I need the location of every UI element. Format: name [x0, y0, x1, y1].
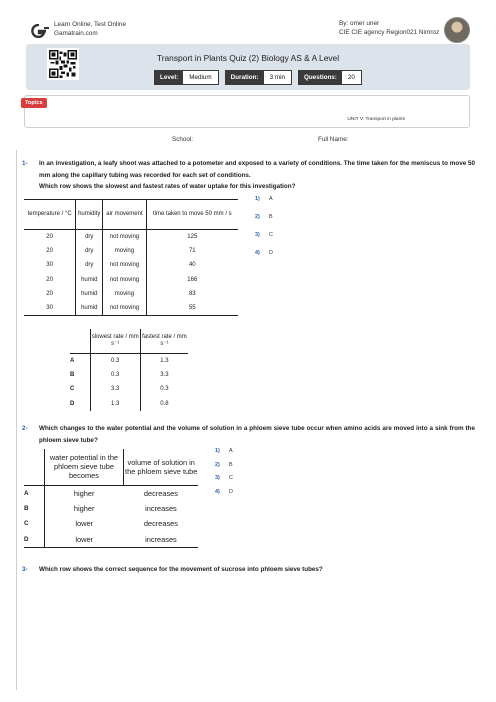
table-cell: humid	[76, 272, 103, 286]
table-row	[24, 258, 238, 272]
table-cell: higher	[44, 501, 124, 517]
table-cell: higher	[44, 485, 124, 501]
table-cell: 1.3	[90, 397, 140, 412]
table-cell: 3.3	[90, 382, 140, 397]
table-cell: dry	[76, 230, 103, 244]
duration-label: Duration:	[226, 71, 264, 84]
table-cell: 83	[146, 287, 238, 301]
table-cell: dry	[76, 244, 103, 258]
table-row	[24, 272, 238, 286]
table-cell: 55	[146, 301, 238, 315]
option-3[interactable]	[255, 232, 273, 250]
question-1-answer-table	[70, 329, 188, 411]
author-info	[339, 19, 439, 37]
table-cell: humid	[76, 287, 103, 301]
table-row	[24, 244, 238, 258]
table-row	[24, 301, 238, 315]
table-header: temperature / °C	[24, 200, 76, 230]
table-header	[24, 449, 44, 485]
table-cell: not moving	[103, 230, 146, 244]
option-label: C	[269, 232, 273, 238]
table-cell: moving	[103, 287, 146, 301]
option-label: D	[229, 488, 233, 495]
table-cell: 20	[46, 276, 53, 283]
table-cell: lower	[44, 532, 124, 548]
page-divider	[16, 150, 17, 690]
question-1-text: In an investigation, a leafy shoot was attached to a potometer and exposed to a variety of conditions. The time taken for the meniscus to move 50 mm along the capillary tubing was recorded for each set of conditions.	[39, 160, 475, 179]
table-cell: C	[70, 386, 75, 393]
option-4[interactable]	[215, 489, 233, 503]
option-3[interactable]	[215, 475, 233, 489]
topics-tag: Topics	[21, 98, 47, 108]
table-row	[70, 382, 188, 397]
table-row	[24, 516, 198, 532]
option-number: 4)	[255, 250, 260, 256]
table-cell: 71	[146, 244, 238, 258]
page-title: Transport in Plants Quiz (2) Biology AS & A Level	[156, 53, 340, 63]
option-2[interactable]	[255, 214, 273, 232]
table-cell: 1.3	[140, 353, 188, 368]
question-1	[39, 158, 475, 193]
question-1-prompt: Which row shows the slowest and fastest rates of water uptake for this investigation?	[39, 183, 296, 190]
table-cell: 125	[146, 230, 238, 244]
question-1-number: 1-	[22, 160, 28, 167]
table-row	[70, 368, 188, 383]
duration-badge	[225, 70, 292, 85]
brand-site[interactable]: Gamatrain.com	[54, 30, 98, 37]
table-cell: 0.3	[140, 382, 188, 397]
table-header-row	[24, 200, 238, 230]
option-number: 4)	[215, 488, 220, 495]
table-cell: increases	[145, 503, 177, 513]
level-label: Level:	[155, 71, 183, 84]
table-header: fastest rate / mm s⁻¹	[140, 329, 188, 353]
topics-box	[24, 95, 470, 128]
brand-tagline: Learn Online, Test Online	[54, 21, 126, 28]
question-2-text: Which changes to the water potential and the volume of solution in a phloem sieve tube occur when amino acids are moved into a sink from the phloem sieve tube?	[39, 425, 475, 444]
option-number: 1)	[215, 448, 220, 454]
option-number: 3)	[255, 232, 260, 238]
table-cell: lower	[44, 516, 124, 532]
level-badge	[154, 70, 219, 85]
table-cell: 166	[146, 272, 238, 286]
table-header	[70, 329, 90, 353]
table-cell: D	[24, 535, 29, 543]
questions-badge	[298, 70, 362, 85]
table-row	[70, 353, 188, 368]
unit-label: UNIT V: Transport in plants	[347, 117, 405, 122]
table-cell: C	[24, 520, 29, 528]
author-name: By: omer uner	[339, 20, 380, 27]
full-name-field: Full Name:	[318, 136, 349, 143]
option-label: C	[229, 475, 233, 481]
table-cell: not moving	[103, 272, 146, 286]
table-cell: 30	[46, 262, 53, 269]
school-field: School:	[172, 136, 194, 143]
gamatrain-logo-icon	[30, 24, 50, 38]
table-header: volume of solution in the phloem sieve tube	[124, 449, 198, 485]
table-header: slowest rate / mm s⁻¹	[90, 329, 140, 353]
table-header: humidity	[76, 200, 103, 230]
option-number: 2)	[215, 461, 220, 468]
table-cell: not moving	[103, 301, 146, 315]
table-row	[24, 532, 198, 548]
table-cell: dry	[76, 258, 103, 272]
option-number: 1)	[255, 196, 260, 202]
table-cell: 0.3	[90, 353, 140, 368]
duration-value: 3 min	[264, 71, 291, 84]
table-cell: moving	[103, 244, 146, 258]
option-label: B	[229, 461, 233, 468]
option-number: 3)	[215, 475, 220, 481]
avatar	[444, 17, 470, 43]
table-row	[24, 287, 238, 301]
table-cell: 0.3	[90, 368, 140, 383]
table-cell: 30	[46, 304, 53, 311]
option-1[interactable]	[255, 196, 273, 214]
question-3-text: Which row shows the correct sequence for the movement of sucrose into phloem sieve tubes?	[39, 566, 323, 573]
table-cell: 3.3	[140, 368, 188, 383]
table-cell: A	[24, 489, 29, 497]
level-value: Medium	[183, 71, 217, 84]
option-label: A	[269, 196, 273, 202]
table-cell: humid	[76, 301, 103, 315]
author-org: CIE CIE agency Region021 Nimroz	[339, 29, 440, 36]
option-number: 2)	[255, 214, 260, 220]
table-row	[24, 501, 198, 517]
table-row	[24, 230, 238, 244]
table-row	[70, 397, 188, 412]
table-header-row	[24, 449, 198, 485]
table-header: time taken to move 50 mm / s	[146, 200, 238, 230]
table-cell: 40	[146, 258, 238, 272]
option-1[interactable]	[215, 448, 233, 462]
question-1-options	[255, 196, 273, 268]
table-cell: A	[70, 357, 75, 364]
option-2[interactable]	[215, 462, 233, 476]
quiz-meta	[154, 70, 362, 85]
question-2-options	[215, 448, 233, 502]
question-2-number: 2-	[22, 425, 28, 432]
table-row	[24, 485, 198, 501]
table-cell: increases	[145, 534, 177, 544]
table-header-row	[70, 329, 188, 353]
questions-label: Questions:	[299, 71, 342, 84]
table-cell: decreases	[143, 488, 178, 498]
table-cell: B	[24, 504, 29, 512]
table-header: air movement	[103, 200, 146, 230]
option-label: B	[269, 214, 273, 220]
questions-value: 20	[342, 71, 361, 84]
table-cell: B	[70, 371, 75, 378]
table-cell: 0.8	[140, 397, 188, 412]
option-label: D	[269, 250, 273, 256]
question-3-number: 3-	[22, 566, 28, 573]
question-1-data-table	[24, 199, 238, 316]
option-label: A	[229, 448, 233, 454]
table-cell: 20	[46, 290, 53, 297]
table-cell: decreases	[143, 519, 178, 529]
quiz-header	[26, 44, 470, 90]
table-header: water potential in the phloem sieve tube becomes	[44, 449, 124, 485]
option-4[interactable]	[255, 250, 273, 268]
question-2-table	[24, 449, 198, 548]
table-cell: 20	[46, 233, 53, 240]
table-cell: D	[70, 401, 75, 408]
table-cell: not moving	[103, 258, 146, 272]
table-cell: 20	[46, 247, 53, 254]
